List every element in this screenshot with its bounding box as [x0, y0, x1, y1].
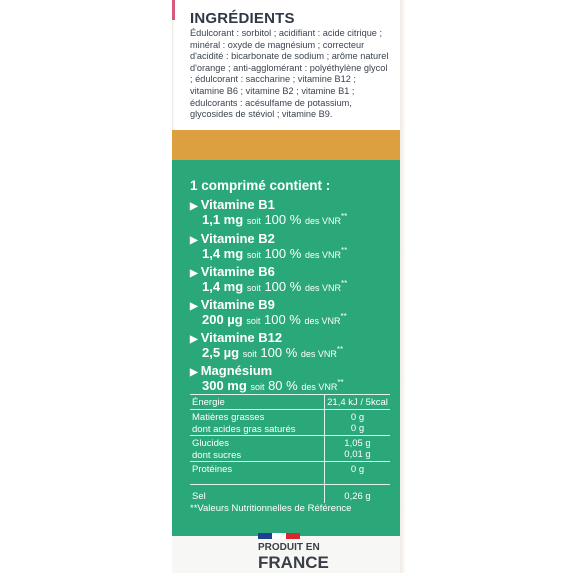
vitamin-dose	[190, 212, 347, 227]
vitamin-name	[190, 297, 347, 312]
triangle-marker-icon: ▶	[190, 235, 198, 246]
table-row	[190, 461, 390, 484]
soit-label: soit	[242, 349, 257, 359]
table-row	[190, 484, 390, 503]
country-label: FRANCE	[258, 553, 329, 572]
row-label: Glucides	[192, 438, 229, 449]
footnote-marker: **	[337, 378, 344, 387]
vitamin-dose	[190, 246, 347, 261]
flag-stripe	[272, 533, 286, 539]
footnote-marker: **	[340, 279, 348, 288]
soit-label: soit	[250, 382, 265, 392]
soit-label: soit	[246, 283, 261, 293]
table-row	[190, 394, 390, 409]
footnote-marker: **	[340, 246, 348, 255]
vitamin-name	[190, 197, 347, 212]
vitamin-percent: 100 %	[264, 246, 302, 261]
vnr-label: des VNR	[304, 316, 341, 326]
vnr-label: des VNR	[304, 216, 341, 226]
vitamin-percent: 100 %	[264, 212, 302, 227]
row-subvalue: 0 g	[350, 423, 365, 434]
vitamin-name-text: Vitamine B2	[200, 231, 275, 246]
vitamin-name	[190, 231, 347, 246]
vitamin-entry	[190, 264, 347, 294]
row-label: Sel	[192, 491, 206, 502]
vitamin-name-text: Vitamine B6	[200, 264, 275, 279]
row-value: 0 g	[350, 464, 365, 475]
vnr-label: des VNR	[304, 283, 341, 293]
ingredients-section	[190, 10, 390, 121]
triangle-marker-icon: ▶	[190, 367, 198, 378]
vitamin-name-text: Vitamine B1	[200, 197, 275, 212]
vitamin-amount: 1,1 mg	[202, 212, 244, 227]
vitamin-entry	[190, 330, 343, 360]
vitamin-amount: 2,5 µg	[202, 345, 240, 360]
vitamin-name-text: Vitamine B12	[200, 330, 283, 345]
vnr-label: des VNR	[301, 382, 338, 392]
vitamin-amount: 200 µg	[202, 312, 243, 327]
vitamin-name	[190, 363, 344, 378]
row-sublabel: dont acides gras saturés	[192, 424, 296, 435]
triangle-marker-icon: ▶	[190, 301, 198, 312]
soit-label: soit	[246, 316, 261, 326]
french-flag-icon	[258, 533, 300, 539]
vitamin-name-text: Magnésium	[200, 363, 273, 378]
table-row	[190, 409, 390, 435]
vitamin-name	[190, 264, 347, 279]
row-sublabel: dont sucres	[192, 450, 242, 461]
row-subvalue: 0,01 g	[344, 449, 371, 460]
nutrition-table	[190, 394, 390, 503]
vitamin-entry	[190, 231, 347, 261]
row-value: 21,4 kJ / 5kcal	[327, 397, 388, 408]
row-value: 0 g	[350, 412, 365, 423]
row-label: Matières grasses	[192, 412, 265, 423]
footnote-marker: **	[340, 312, 347, 321]
vitamin-percent: 100 %	[264, 312, 301, 327]
vitamin-dose	[190, 345, 343, 360]
vitamin-name-text: Vitamine B9	[200, 297, 275, 312]
vitamin-amount: 1,4 mg	[202, 246, 244, 261]
product-box-side	[172, 0, 400, 573]
vitamin-entry	[190, 363, 344, 393]
flag-stripe	[258, 533, 272, 539]
ingredients-title: INGRÉDIENTS	[190, 10, 295, 27]
soit-label: soit	[246, 250, 261, 260]
vitamin-amount: 300 mg	[202, 378, 247, 393]
box-pink-edge	[172, 0, 175, 20]
soit-label: soit	[246, 216, 261, 226]
ingredients-text: Édulcorant : sorbitol ; acidifiant : acide citrique ; minéral : oxyde de magnésium ; correcteur d'acidité : bicarbonate de sodium ; arôme naturel d'orange ; anti-agglomérant : polyéthylène glycol ; édulcorant : saccharine ; vitamine B12 ; vitamine B6 ; vitamine B2 ; vitamine B1 ; édulcorants : acésulfame de potassium, glycosides de stéviol ; vitamine B9.	[190, 28, 389, 120]
orange-band	[172, 130, 400, 160]
vitamin-amount: 1,4 mg	[202, 279, 244, 294]
vitamin-dose	[190, 378, 344, 393]
vnr-label: des VNR	[304, 250, 341, 260]
row-label: Protéines	[192, 464, 233, 475]
flag-stripe	[286, 533, 300, 539]
triangle-marker-icon: ▶	[190, 334, 198, 345]
row-value: 1,05 g	[344, 438, 371, 449]
vnr-label: des VNR	[300, 349, 337, 359]
row-value: 0,26 g	[344, 491, 371, 502]
vitamin-percent: 100 %	[264, 279, 302, 294]
triangle-marker-icon: ▶	[190, 201, 198, 212]
vitamin-dose	[190, 312, 347, 327]
footnote-marker: **	[336, 345, 344, 354]
vnr-footnote: **Valeurs Nutritionnelles de Référence	[190, 503, 352, 514]
vitamin-entry	[190, 297, 347, 327]
row-label: Énergie	[192, 397, 225, 408]
footnote-marker: **	[340, 212, 348, 221]
table-row	[190, 435, 390, 461]
tablet-contents-title: 1 comprimé contient :	[190, 178, 331, 193]
vitamin-percent: 100 %	[260, 345, 298, 360]
vitamin-dose	[190, 279, 347, 294]
vitamin-percent: 80 %	[268, 378, 298, 393]
vitamin-name	[190, 330, 343, 345]
vitamin-entry	[190, 197, 347, 227]
triangle-marker-icon: ▶	[190, 268, 198, 279]
made-in-label: PRODUIT EN	[258, 542, 320, 553]
